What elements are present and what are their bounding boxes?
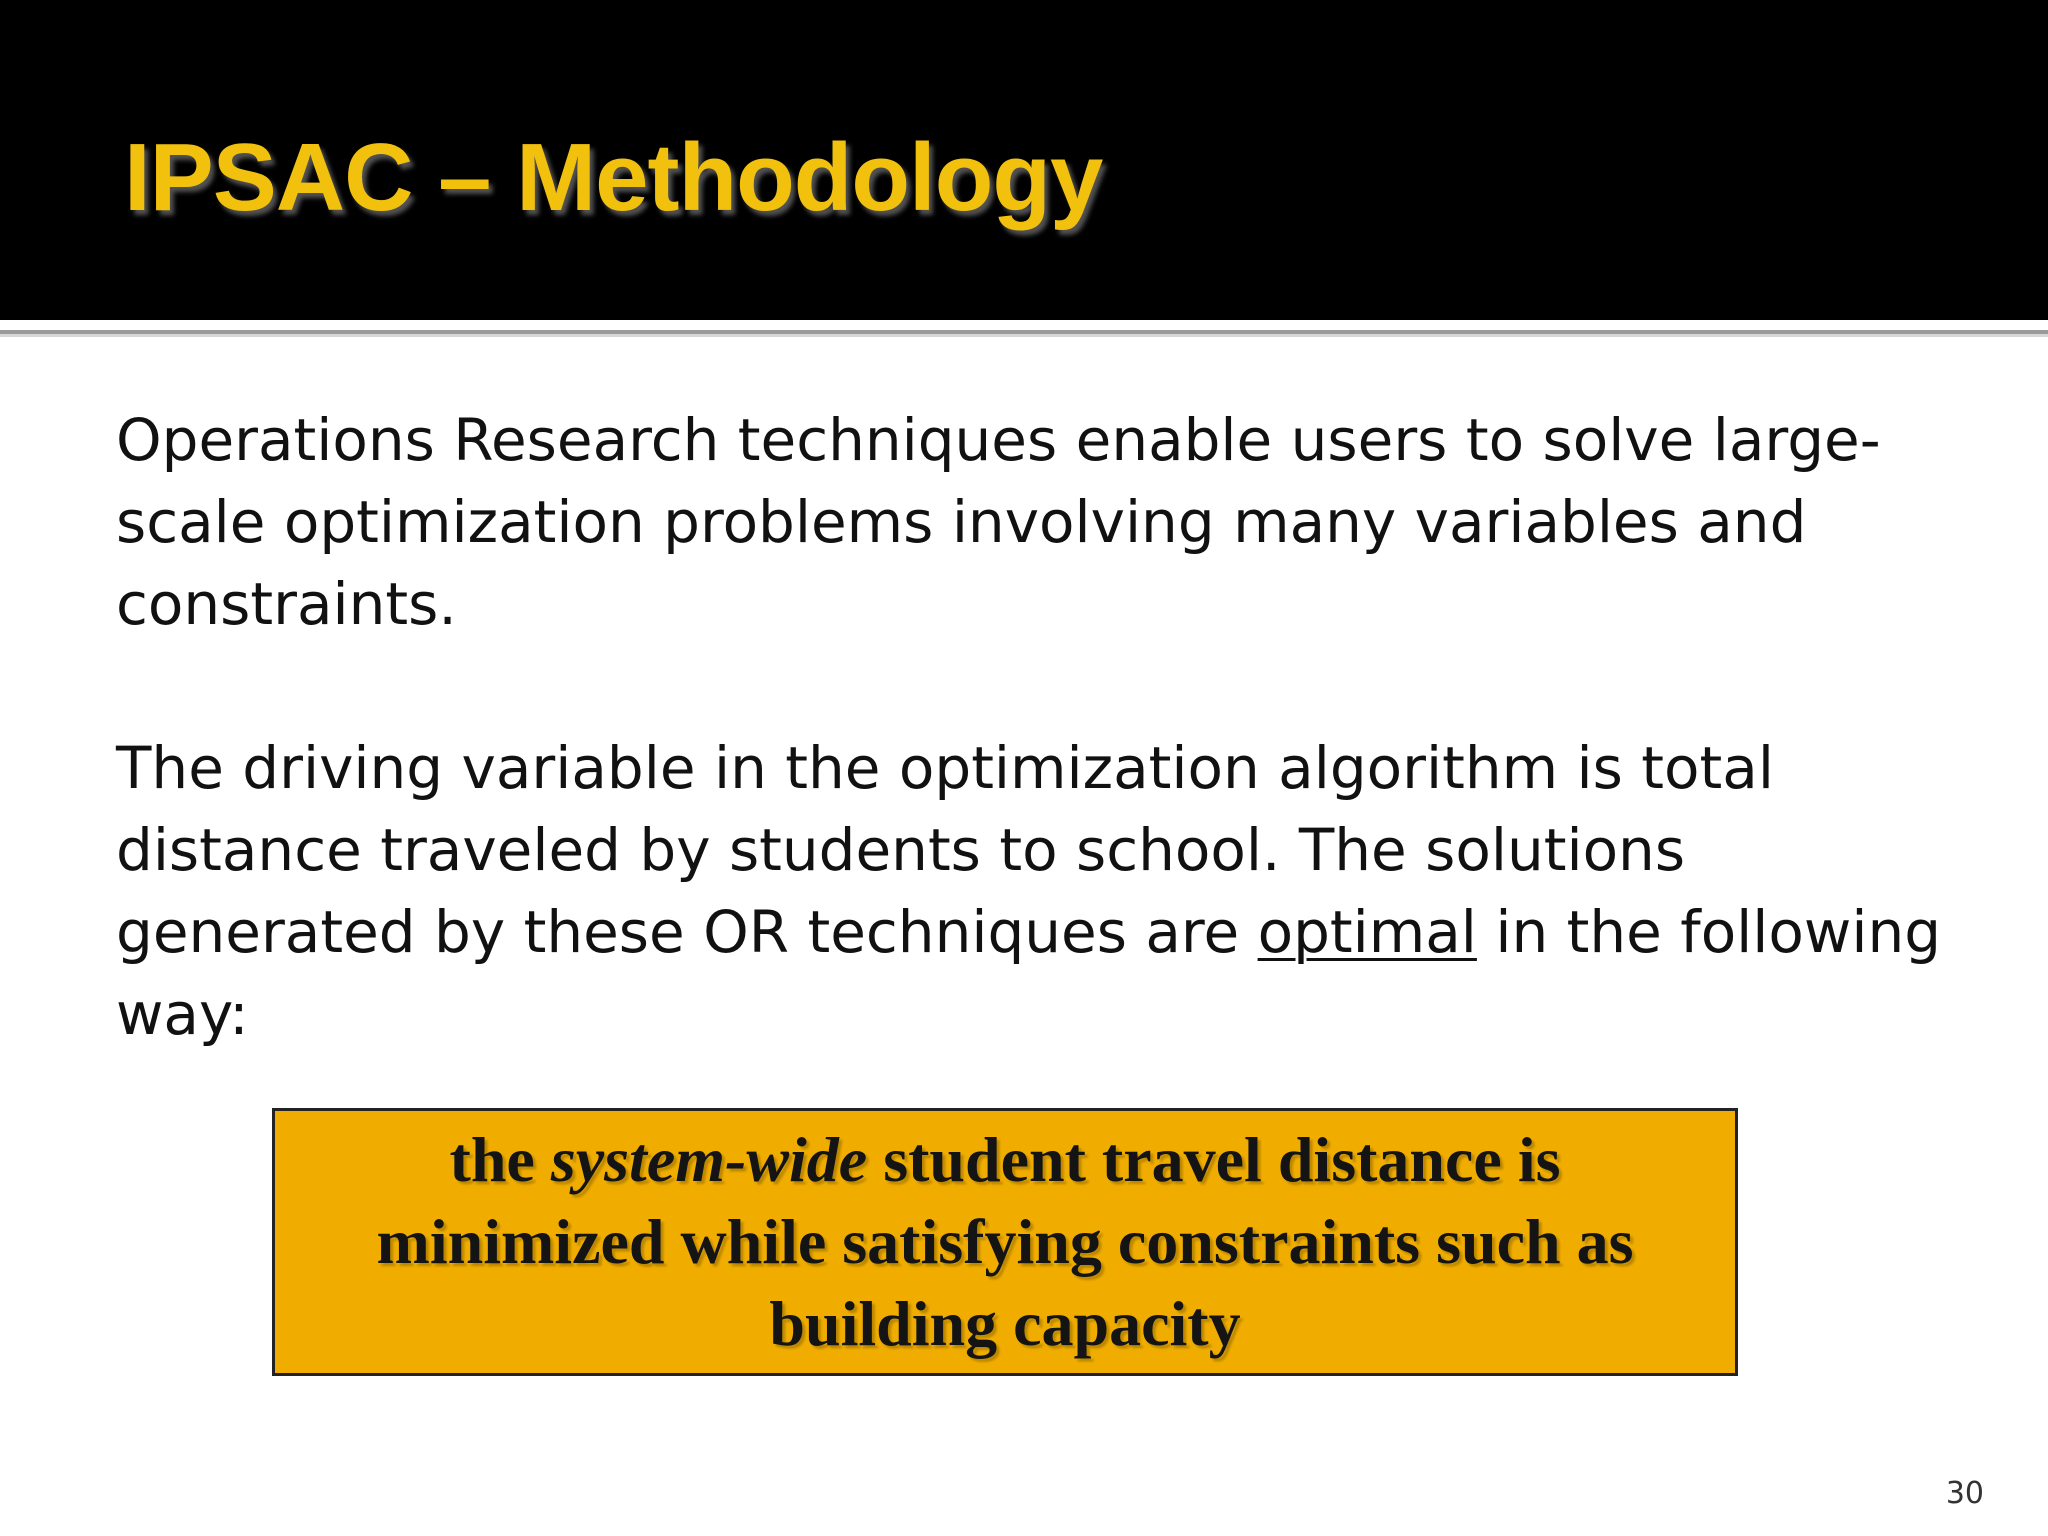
callout-line: minimized while satisfying constraints such as: [376, 1206, 1634, 1277]
body-paragraph-driving-variable: [116, 727, 1942, 1055]
callout-line: [450, 1119, 1561, 1201]
callout-box: [272, 1108, 1738, 1376]
paragraph-line: distance traveled by students to school. The solutions: [116, 816, 1686, 884]
callout-line: building capacity: [769, 1288, 1241, 1359]
callout-text: the: [449, 1124, 551, 1195]
paragraph-line: Operations Research techniques enable users to solve large-: [116, 406, 1881, 474]
paragraph-line: way:: [116, 980, 249, 1048]
line-text: generated by these OR techniques are: [116, 898, 1258, 966]
paragraph-line: scale optimization problems involving many variables and: [116, 488, 1807, 556]
body-paragraph-operations-research: [116, 399, 1936, 645]
paragraph-line: constraints.: [116, 570, 457, 638]
page-number: 30: [1945, 1476, 1984, 1511]
underlined-word-optimal: optimal: [1257, 898, 1477, 966]
title-bar: [0, 0, 2048, 320]
callout-italic-system-wide: system-wide: [550, 1124, 868, 1195]
slide-title: IPSAC – Methodology: [124, 124, 1103, 231]
callout-text: student travel distance is: [867, 1124, 1561, 1195]
paragraph-line: [116, 891, 1942, 973]
line-text: in the following: [1476, 898, 1942, 966]
paragraph-line: The driving variable in the optimization algorithm is total: [116, 734, 1774, 802]
title-divider-shadow: [0, 334, 2048, 337]
